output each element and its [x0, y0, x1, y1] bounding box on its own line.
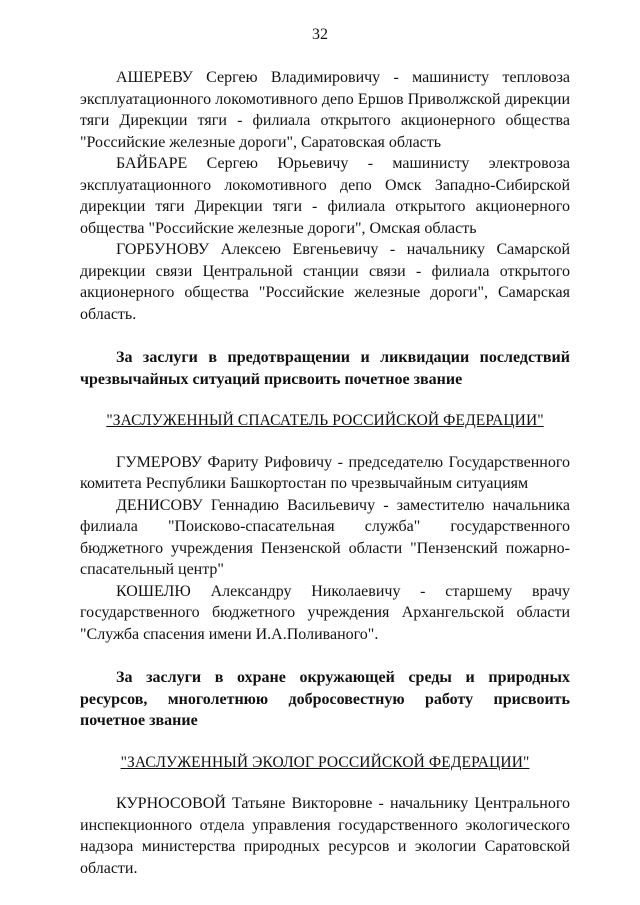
spacer: [80, 732, 570, 752]
award-entry: ДЕНИСОВУ Геннадию Васильевичу - заместителю начальника филиала "Поисково-спасательная служба" государственного бюджетного учреждения Пензенской области "Пензенский пожарно-спасательный центр": [80, 496, 570, 578]
spacer: [80, 432, 570, 452]
section-lead-ecologist: За заслуги в охране окружающей среды и природных ресурсов, многолетнюю добросовестную работу присвоить почетное звание: [80, 669, 570, 729]
document-body: [80, 67, 570, 879]
award-entry: КУРНОСОВОЙ Татьяне Викторовне - начальнику Центрального инспекционного отдела управления государственного экологического надзора министерства природных ресурсов и экологии Саратовской области.: [80, 795, 570, 877]
section-title-ecologist: "ЗАСЛУЖЕННЫЙ ЭКОЛОГ РОССИЙСКОЙ ФЕДЕРАЦИИ": [120, 753, 530, 771]
award-entry: ГОРБУНОВУ Алексею Евгеньевичу - начальнику Самарской дирекции связи Центральной станции связи - филиала открытого акционерного общества "Российские железные дороги", Самарская область.: [80, 241, 570, 323]
page-number: 32: [312, 26, 328, 43]
award-entry: АШЕРЕВУ Сергею Владимировичу - машинисту тепловоза эксплуатационного локомотивного депо Ершов Приволжской дирекции тяги Дирекции тяги - филиала открытого акционерного общества "Российские железные дороги", Саратовская область: [80, 69, 570, 151]
spacer: [80, 773, 570, 793]
section-lead-rescuer: За заслуги в предотвращении и ликвидации последствий чрезвычайных ситуаций присвоить почетное звание: [80, 349, 570, 388]
spacer: [80, 325, 570, 347]
spacer: [80, 645, 570, 667]
award-entry: КОШЕЛЮ Александру Николаевичу - старшему врачу государственного бюджетного учреждения Архангельской области "Служба спасения имени И.А.Поливаного".: [80, 582, 570, 643]
section-title-rescuer: "ЗАСЛУЖЕННЫЙ СПАСАТЕЛЬ РОССИЙСКОЙ ФЕДЕРАЦИИ": [106, 412, 544, 429]
award-entry: БАЙБАРЕ Сергею Юрьевичу - машинисту электровоза эксплуатационного локомотивного депо Омск Западно-Сибирской дирекции тяги Дирекции тяги - филиала открытого акционерного общества "Российские железные дороги", Омская область: [80, 155, 570, 237]
award-entry: ГУМЕРОВУ Фариту Рифовичу - председателю Государственного комитета Республики Башкортостан по чрезвычайным ситуациям: [80, 453, 570, 492]
spacer: [80, 390, 570, 410]
